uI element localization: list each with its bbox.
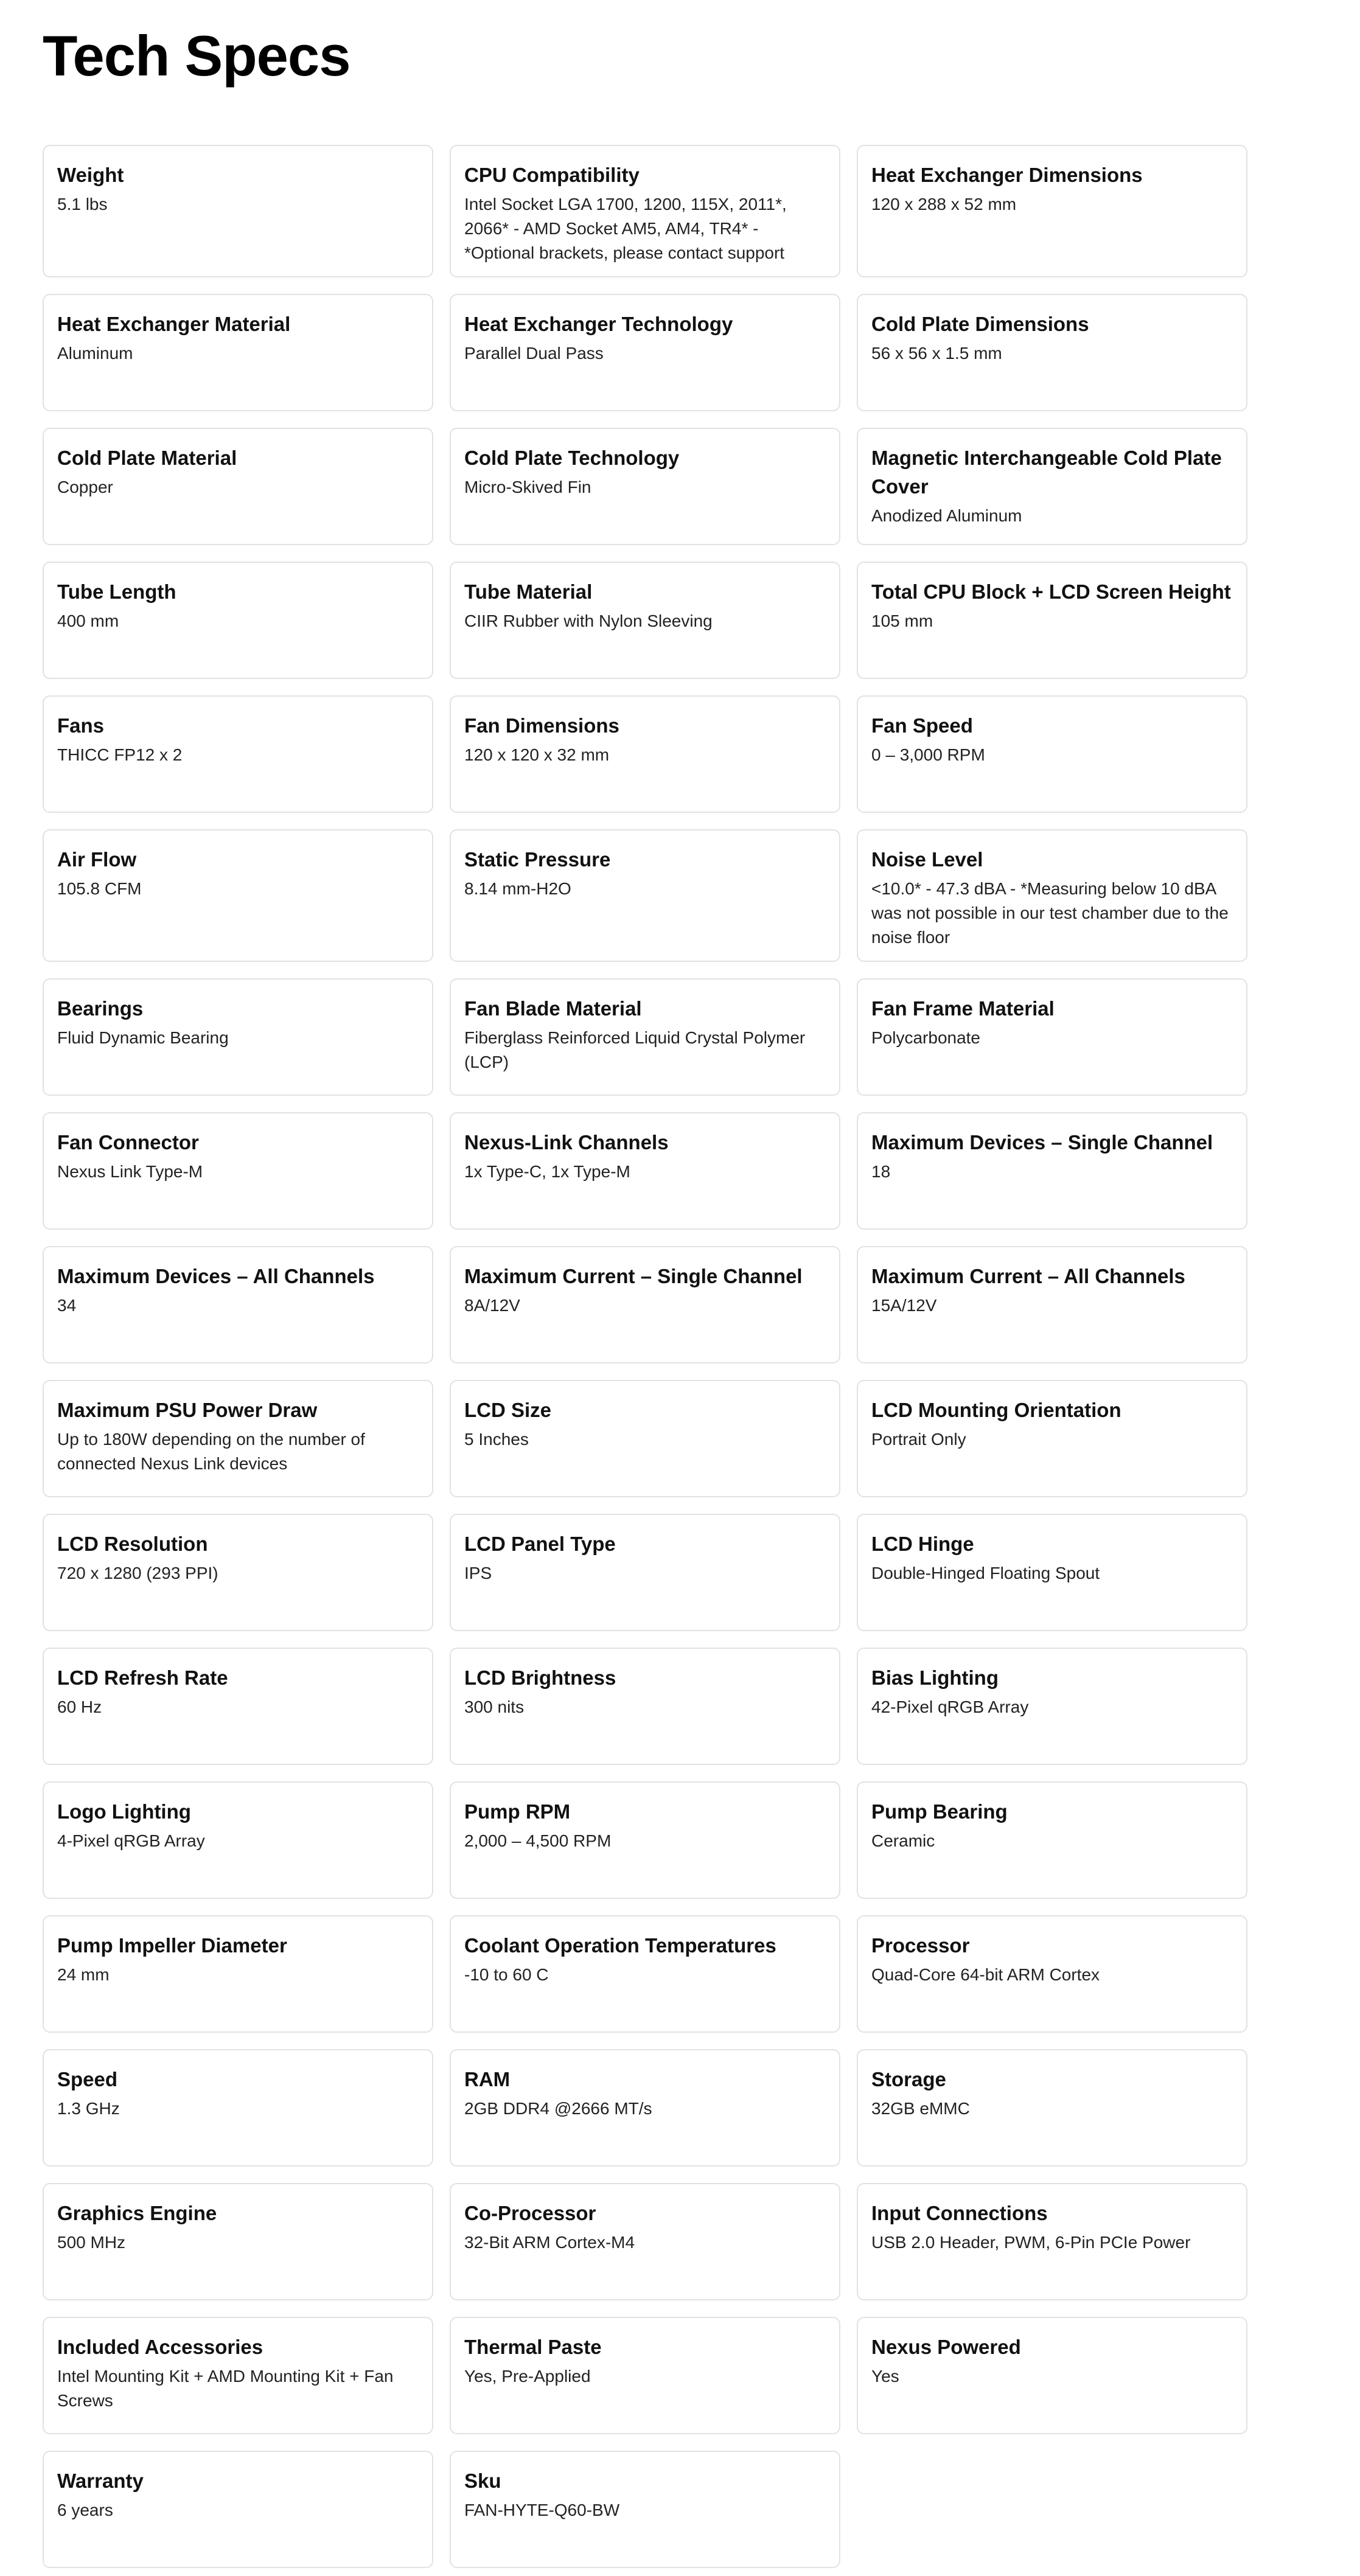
spec-card (43, 294, 433, 411)
spec-value: 500 MHz (57, 2233, 126, 2252)
spec-value: Fluid Dynamic Bearing (57, 1028, 229, 1047)
spec-card (450, 2183, 840, 2300)
spec-card (450, 145, 840, 277)
spec-card (43, 2183, 433, 2300)
spec-card (857, 2317, 1247, 2434)
spec-label: Logo Lighting (57, 1800, 191, 1823)
spec-card (450, 2451, 840, 2568)
spec-label: Cold Plate Technology (464, 447, 680, 469)
spec-value: 0 – 3,000 RPM (871, 745, 985, 764)
spec-card (450, 1514, 840, 1631)
spec-value: 1x Type-C, 1x Type-M (464, 1162, 630, 1181)
spec-label: Heat Exchanger Material (57, 313, 291, 335)
spec-value: 4-Pixel qRGB Array (57, 1831, 205, 1850)
spec-value: Copper (57, 478, 113, 496)
spec-label: Graphics Engine (57, 2202, 217, 2224)
spec-value: Up to 180W depending on the number of connected Nexus Link devices (57, 1430, 365, 1473)
spec-value: 5 Inches (464, 1430, 529, 1449)
spec-value: <10.0* - 47.3 dBA - *Measuring below 10 dBA was not possible in our test chamber due to the noise floor (871, 879, 1229, 947)
spec-label: Weight (57, 164, 124, 186)
spec-value: 120 x 288 x 52 mm (871, 195, 1017, 214)
spec-value: 2GB DDR4 @2666 MT/s (464, 2099, 652, 2118)
spec-value: 2,000 – 4,500 RPM (464, 1831, 612, 1850)
spec-value: Micro-Skived Fin (464, 478, 591, 496)
spec-value: 6 years (57, 2501, 113, 2519)
spec-card (450, 1246, 840, 1363)
page-title: Tech Specs (43, 24, 350, 88)
spec-label: LCD Mounting Orientation (871, 1399, 1121, 1421)
spec-card (43, 1915, 433, 2033)
spec-value: Quad-Core 64-bit ARM Cortex (871, 1965, 1100, 1984)
spec-card (857, 978, 1247, 1096)
spec-card (43, 2317, 433, 2434)
spec-card (450, 695, 840, 813)
spec-card (450, 978, 840, 1096)
spec-label: Total CPU Block + LCD Screen Height (871, 580, 1231, 603)
spec-label: Bearings (57, 997, 144, 1020)
spec-card (450, 1112, 840, 1230)
spec-label: Fan Connector (57, 1131, 199, 1154)
spec-label: Fan Blade Material (464, 997, 642, 1020)
spec-card (450, 562, 840, 679)
spec-label: Storage (871, 2068, 946, 2090)
spec-value: 32GB eMMC (871, 2099, 970, 2118)
spec-value: 105.8 CFM (57, 879, 142, 898)
spec-label: Fans (57, 714, 105, 737)
spec-card (43, 145, 433, 277)
spec-card (857, 2183, 1247, 2300)
spec-value: 1.3 GHz (57, 2099, 120, 2118)
spec-value: Fiberglass Reinforced Liquid Crystal Polymer (LCP) (464, 1028, 806, 1071)
spec-card (450, 1648, 840, 1765)
spec-card (43, 1112, 433, 1230)
spec-label: LCD Brightness (464, 1666, 616, 1689)
spec-card (450, 428, 840, 545)
spec-value: CIIR Rubber with Nylon Sleeving (464, 611, 713, 630)
spec-card (857, 1514, 1247, 1631)
spec-label: Tube Material (464, 580, 593, 603)
spec-card (450, 2317, 840, 2434)
spec-card (857, 1915, 1247, 2033)
spec-card (43, 695, 433, 813)
spec-value: 18 (871, 1162, 891, 1181)
spec-card (43, 428, 433, 545)
spec-value: USB 2.0 Header, PWM, 6-Pin PCIe Power (871, 2233, 1191, 2252)
spec-label: Heat Exchanger Technology (464, 313, 733, 335)
spec-label: Fan Dimensions (464, 714, 619, 737)
spec-value: Double-Hinged Floating Spout (871, 1564, 1100, 1582)
spec-card (43, 1380, 433, 1497)
spec-card (857, 562, 1247, 679)
spec-card (857, 2049, 1247, 2167)
spec-value: IPS (464, 1564, 492, 1582)
spec-value: 400 mm (57, 611, 119, 630)
spec-value: Yes (871, 2367, 899, 2386)
spec-value: 42-Pixel qRGB Array (871, 1697, 1029, 1716)
spec-card (857, 145, 1247, 277)
spec-label: Tube Length (57, 580, 176, 603)
spec-label: Maximum PSU Power Draw (57, 1399, 318, 1421)
spec-value: Ceramic (871, 1831, 935, 1850)
spec-value: Polycarbonate (871, 1028, 981, 1047)
spec-label: Speed (57, 2068, 118, 2090)
spec-grid (43, 145, 1247, 2568)
spec-card (43, 1514, 433, 1631)
spec-label: Nexus Powered (871, 2336, 1021, 2358)
spec-card (450, 1380, 840, 1497)
spec-value: 34 (57, 1296, 77, 1315)
spec-value: 5.1 lbs (57, 195, 108, 214)
spec-value: 56 x 56 x 1.5 mm (871, 344, 1002, 363)
spec-label: Cold Plate Dimensions (871, 313, 1089, 335)
spec-label: Included Accessories (57, 2336, 263, 2358)
spec-value: Parallel Dual Pass (464, 344, 604, 363)
spec-label: Magnetic Interchangeable Cold Plate Cover (871, 447, 1222, 498)
spec-card (43, 829, 433, 962)
spec-label: Nexus-Link Channels (464, 1131, 669, 1154)
spec-label: Maximum Devices – All Channels (57, 1265, 375, 1287)
spec-value: 32-Bit ARM Cortex-M4 (464, 2233, 635, 2252)
spec-value: Intel Socket LGA 1700, 1200, 115X, 2011*, 2066* - AMD Socket AM5, AM4, TR4* - *Optional brackets, please contact support (464, 195, 787, 262)
spec-label: Heat Exchanger Dimensions (871, 164, 1143, 186)
spec-card (43, 1648, 433, 1765)
spec-label: LCD Resolution (57, 1533, 208, 1555)
spec-label: Co-Processor (464, 2202, 596, 2224)
spec-label: Thermal Paste (464, 2336, 602, 2358)
spec-card (857, 829, 1247, 962)
spec-value: THICC FP12 x 2 (57, 745, 183, 764)
spec-label: Pump Impeller Diameter (57, 1934, 287, 1957)
spec-card (43, 2451, 433, 2568)
spec-label: LCD Hinge (871, 1533, 974, 1555)
spec-value: 720 x 1280 (293 PPI) (57, 1564, 218, 1582)
spec-card (43, 978, 433, 1096)
spec-label: Maximum Current – Single Channel (464, 1265, 803, 1287)
spec-card (857, 1380, 1247, 1497)
spec-label: Air Flow (57, 848, 137, 871)
spec-label: Maximum Current – All Channels (871, 1265, 1185, 1287)
spec-value: 15A/12V (871, 1296, 937, 1315)
spec-card (43, 562, 433, 679)
spec-label: Processor (871, 1934, 970, 1957)
spec-card (43, 1781, 433, 1899)
spec-label: Warranty (57, 2470, 144, 2492)
spec-card (857, 1781, 1247, 1899)
spec-label: RAM (464, 2068, 511, 2090)
spec-card (857, 695, 1247, 813)
spec-value: 24 mm (57, 1965, 110, 1984)
spec-card (450, 1781, 840, 1899)
spec-value: 105 mm (871, 611, 933, 630)
spec-label: Static Pressure (464, 848, 611, 871)
spec-value: Anodized Aluminum (871, 506, 1022, 525)
spec-card (450, 1915, 840, 2033)
spec-value: Nexus Link Type-M (57, 1162, 203, 1181)
spec-value: 60 Hz (57, 1697, 102, 1716)
spec-card (450, 294, 840, 411)
spec-label: Fan Speed (871, 714, 973, 737)
spec-label: Bias Lighting (871, 1666, 999, 1689)
spec-value: -10 to 60 C (464, 1965, 549, 1984)
spec-value: Aluminum (57, 344, 133, 363)
spec-card (857, 1246, 1247, 1363)
spec-value: FAN-HYTE-Q60-BW (464, 2501, 620, 2519)
spec-value: Yes, Pre-Applied (464, 2367, 591, 2386)
spec-label: Pump RPM (464, 1800, 571, 1823)
spec-value: Intel Mounting Kit + AMD Mounting Kit + Fan Screws (57, 2367, 394, 2410)
spec-label: Noise Level (871, 848, 983, 871)
spec-value: 8A/12V (464, 1296, 520, 1315)
spec-label: Cold Plate Material (57, 447, 237, 469)
spec-label: Maximum Devices – Single Channel (871, 1131, 1213, 1154)
spec-label: Pump Bearing (871, 1800, 1008, 1823)
spec-label: LCD Panel Type (464, 1533, 616, 1555)
spec-card (43, 1246, 433, 1363)
spec-value: 120 x 120 x 32 mm (464, 745, 610, 764)
spec-label: LCD Size (464, 1399, 552, 1421)
spec-label: Coolant Operation Temperatures (464, 1934, 776, 1957)
spec-value: 8.14 mm-H2O (464, 879, 571, 898)
spec-card (857, 1112, 1247, 1230)
spec-label: Sku (464, 2470, 501, 2492)
spec-card (857, 428, 1247, 545)
spec-label: CPU Compatibility (464, 164, 640, 186)
spec-value: Portrait Only (871, 1430, 966, 1449)
spec-card (857, 294, 1247, 411)
spec-label: Fan Frame Material (871, 997, 1055, 1020)
spec-label: LCD Refresh Rate (57, 1666, 228, 1689)
spec-card (450, 2049, 840, 2167)
spec-card (450, 829, 840, 962)
spec-value: 300 nits (464, 1697, 525, 1716)
spec-label: Input Connections (871, 2202, 1048, 2224)
spec-card (857, 1648, 1247, 1765)
spec-card (43, 2049, 433, 2167)
